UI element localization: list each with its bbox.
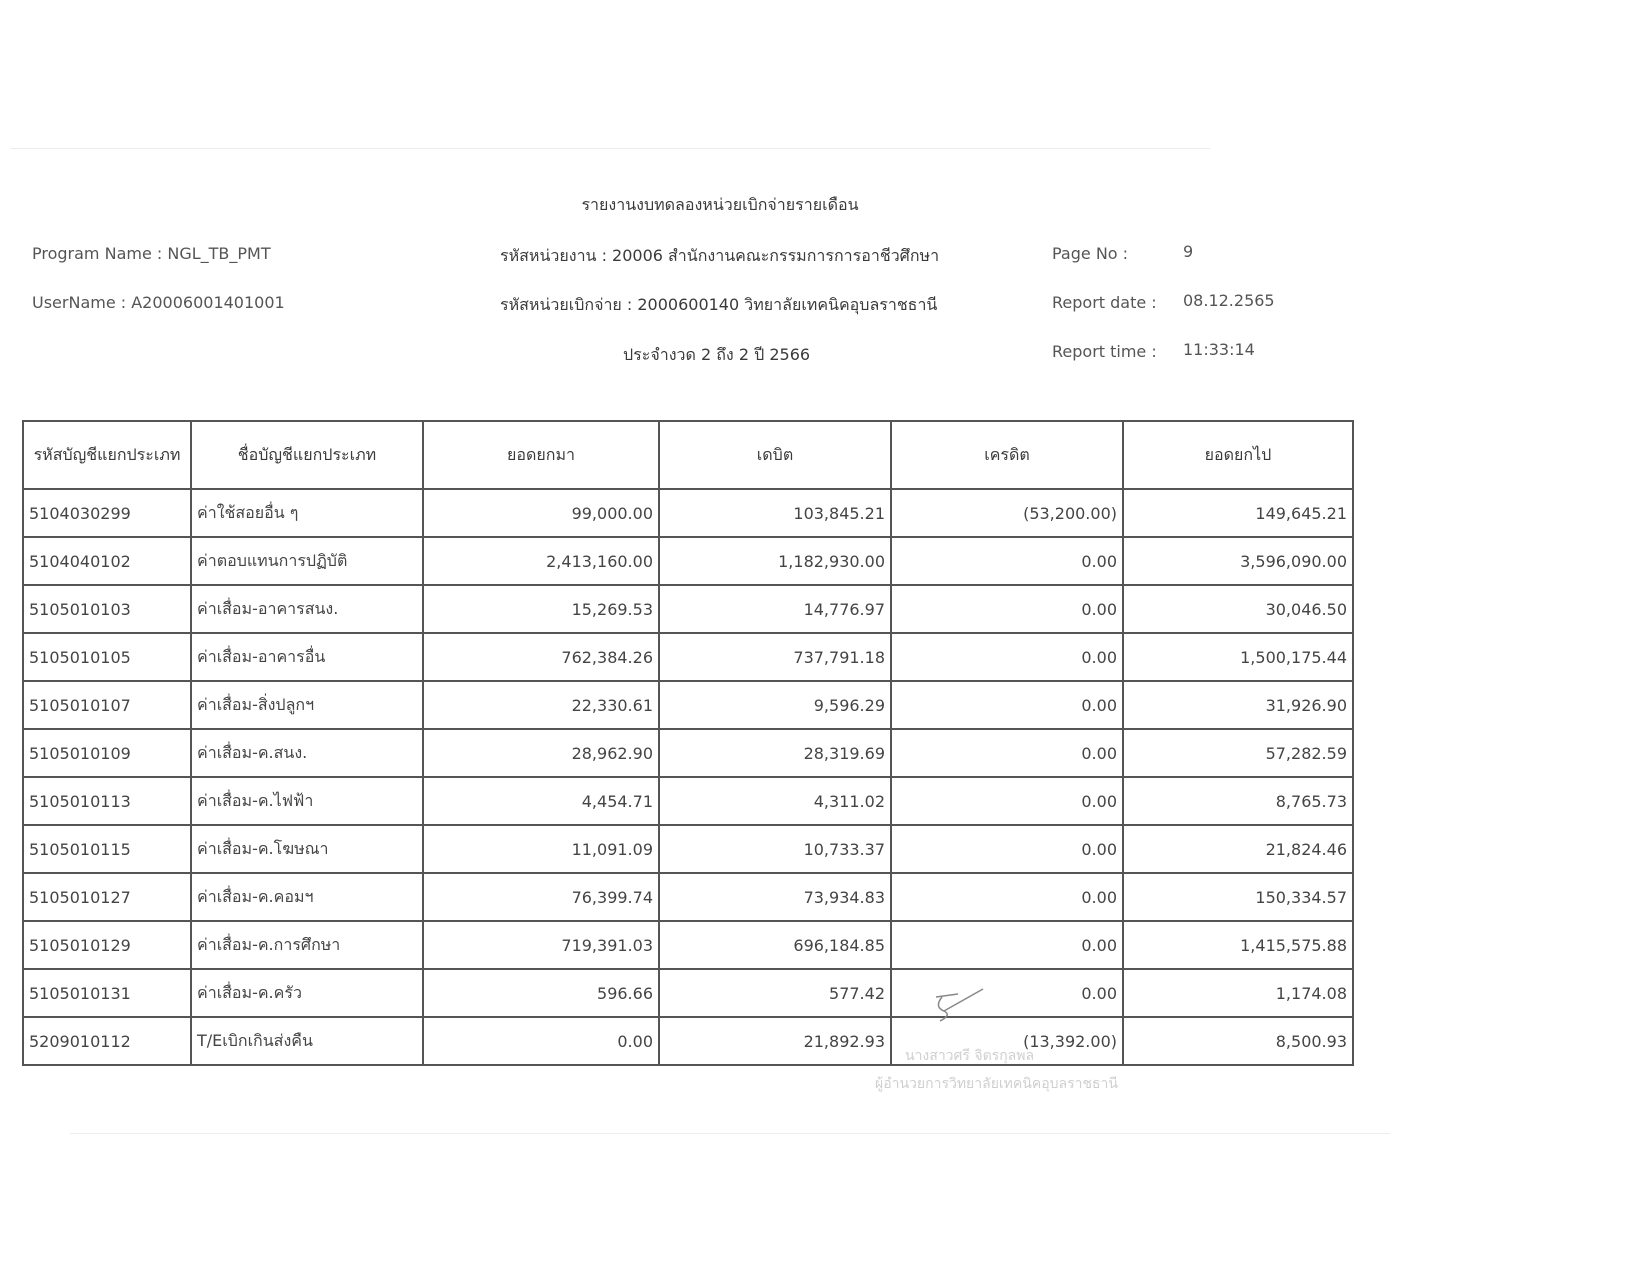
balance-forward: 11,091.09 xyxy=(423,825,659,873)
debit: 9,596.29 xyxy=(659,681,891,729)
account-name: ค่าเสื่อม-ค.ครัว xyxy=(191,969,423,1017)
table-row xyxy=(23,969,1353,1017)
account-code: 5105010131 xyxy=(23,969,191,1017)
report-time-label: Report time : xyxy=(1052,342,1157,361)
credit: 0.00 xyxy=(891,537,1123,585)
credit: 0.00 xyxy=(891,873,1123,921)
balance-carried: 30,046.50 xyxy=(1123,585,1353,633)
signature-name: นางสาวศรี จิตรกุลพล xyxy=(905,1048,1035,1064)
debit: 577.42 xyxy=(659,969,891,1017)
table-row xyxy=(23,1017,1353,1065)
debit: 10,733.37 xyxy=(659,825,891,873)
credit: 0.00 xyxy=(891,921,1123,969)
balance-forward: 719,391.03 xyxy=(423,921,659,969)
balance-carried: 31,926.90 xyxy=(1123,681,1353,729)
balance-carried: 1,415,575.88 xyxy=(1123,921,1353,969)
report-period: ประจำงวด 2 ถึง 2 ปี 2566 xyxy=(623,345,811,364)
balance-carried: 1,174.08 xyxy=(1123,969,1353,1017)
account-code: 5105010113 xyxy=(23,777,191,825)
table-header-row xyxy=(23,421,1353,489)
credit: 0.00 xyxy=(891,585,1123,633)
col-header-balance-forward: ยอดยกมา xyxy=(423,421,659,489)
report-date-label: Report date : xyxy=(1052,293,1157,312)
balance-carried: 150,334.57 xyxy=(1123,873,1353,921)
page-no-label: Page No : xyxy=(1052,244,1129,263)
account-name: ค่าตอบแทนการปฏิบัติ xyxy=(191,537,423,585)
program-name: Program Name : NGL_TB_PMT xyxy=(32,244,271,263)
table-row xyxy=(23,825,1353,873)
col-header-debit: เดบิต xyxy=(659,421,891,489)
table-row xyxy=(23,537,1353,585)
balance-forward: 22,330.61 xyxy=(423,681,659,729)
disbursing-unit-code: รหัสหน่วยเบิกจ่าย : 2000600140 วิทยาลัยเทคนิคอุบลราชธานี xyxy=(500,295,938,314)
balance-forward: 4,454.71 xyxy=(423,777,659,825)
account-name: ค่าเสื่อม-ค.โฆษณา xyxy=(191,825,423,873)
report-date-value: 08.12.2565 xyxy=(1183,291,1275,310)
account-code: 5105010115 xyxy=(23,825,191,873)
balance-forward: 762,384.26 xyxy=(423,633,659,681)
credit: 0.00 xyxy=(891,681,1123,729)
page-no-value: 9 xyxy=(1183,242,1194,261)
scan-edge-top xyxy=(10,148,1210,149)
debit: 103,845.21 xyxy=(659,489,891,537)
table-row xyxy=(23,585,1353,633)
balance-carried: 21,824.46 xyxy=(1123,825,1353,873)
balance-forward: 28,962.90 xyxy=(423,729,659,777)
account-code: 5105010109 xyxy=(23,729,191,777)
report-title: รายงานงบทดลองหน่วยเบิกจ่ายรายเดือน xyxy=(581,195,859,214)
account-code: 5105010129 xyxy=(23,921,191,969)
table-row xyxy=(23,489,1353,537)
user-name: UserName : A20006001401001 xyxy=(32,293,285,312)
account-name: ค่าเสื่อม-อาคารสนง. xyxy=(191,585,423,633)
table-row xyxy=(23,681,1353,729)
account-code: 5105010127 xyxy=(23,873,191,921)
account-name: ค่าเสื่อม-ค.สนง. xyxy=(191,729,423,777)
account-name: ค่าเสื่อม-ค.ไฟฟ้า xyxy=(191,777,423,825)
signature-position: ผู้อำนวยการวิทยาลัยเทคนิคอุบลราชธานี xyxy=(875,1076,1118,1092)
balance-carried: 57,282.59 xyxy=(1123,729,1353,777)
credit: 0.00 xyxy=(891,969,1123,1017)
col-header-account-name: ชื่อบัญชีแยกประเภท xyxy=(191,421,423,489)
col-header-credit: เครดิต xyxy=(891,421,1123,489)
account-name: ค่าเสื่อม-สิ่งปลูกฯ xyxy=(191,681,423,729)
debit: 21,892.93 xyxy=(659,1017,891,1065)
account-code: 5105010103 xyxy=(23,585,191,633)
balance-carried: 8,765.73 xyxy=(1123,777,1353,825)
col-header-balance-carried: ยอดยกไป xyxy=(1123,421,1353,489)
credit: 0.00 xyxy=(891,777,1123,825)
account-code: 5105010105 xyxy=(23,633,191,681)
balance-carried: 149,645.21 xyxy=(1123,489,1353,537)
table-row xyxy=(23,921,1353,969)
credit: 0.00 xyxy=(891,729,1123,777)
credit: 0.00 xyxy=(891,633,1123,681)
account-name: T/Eเบิกเกินส่งคืน xyxy=(191,1017,423,1065)
balance-forward: 0.00 xyxy=(423,1017,659,1065)
balance-forward: 99,000.00 xyxy=(423,489,659,537)
debit: 1,182,930.00 xyxy=(659,537,891,585)
balance-forward: 76,399.74 xyxy=(423,873,659,921)
debit: 696,184.85 xyxy=(659,921,891,969)
credit: (13,392.00) xyxy=(891,1017,1123,1065)
report-time-value: 11:33:14 xyxy=(1183,340,1255,359)
account-code: 5209010112 xyxy=(23,1017,191,1065)
debit: 737,791.18 xyxy=(659,633,891,681)
account-name: ค่าเสื่อม-ค.คอมฯ xyxy=(191,873,423,921)
signature-mark xyxy=(928,985,988,1030)
account-name: ค่าใช้สอยอื่น ๆ xyxy=(191,489,423,537)
credit: (53,200.00) xyxy=(891,489,1123,537)
balance-carried: 3,596,090.00 xyxy=(1123,537,1353,585)
debit: 4,311.02 xyxy=(659,777,891,825)
account-name: ค่าเสื่อม-ค.การศึกษา xyxy=(191,921,423,969)
agency-code: รหัสหน่วยงาน : 20006 สำนักงานคณะกรรมการการอาชีวศึกษา xyxy=(500,246,940,265)
account-name: ค่าเสื่อม-อาคารอื่น xyxy=(191,633,423,681)
account-code: 5104040102 xyxy=(23,537,191,585)
credit: 0.00 xyxy=(891,825,1123,873)
trial-balance-table xyxy=(22,420,1354,1066)
balance-forward: 2,413,160.00 xyxy=(423,537,659,585)
balance-forward: 596.66 xyxy=(423,969,659,1017)
table-row xyxy=(23,633,1353,681)
table-row xyxy=(23,729,1353,777)
col-header-account-code: รหัสบัญชีแยกประเภท xyxy=(23,421,191,489)
account-code: 5104030299 xyxy=(23,489,191,537)
debit: 73,934.83 xyxy=(659,873,891,921)
balance-carried: 8,500.93 xyxy=(1123,1017,1353,1065)
scan-edge-bottom xyxy=(70,1133,1390,1134)
balance-forward: 15,269.53 xyxy=(423,585,659,633)
debit: 28,319.69 xyxy=(659,729,891,777)
account-code: 5105010107 xyxy=(23,681,191,729)
balance-carried: 1,500,175.44 xyxy=(1123,633,1353,681)
table-row xyxy=(23,777,1353,825)
debit: 14,776.97 xyxy=(659,585,891,633)
table-row xyxy=(23,873,1353,921)
